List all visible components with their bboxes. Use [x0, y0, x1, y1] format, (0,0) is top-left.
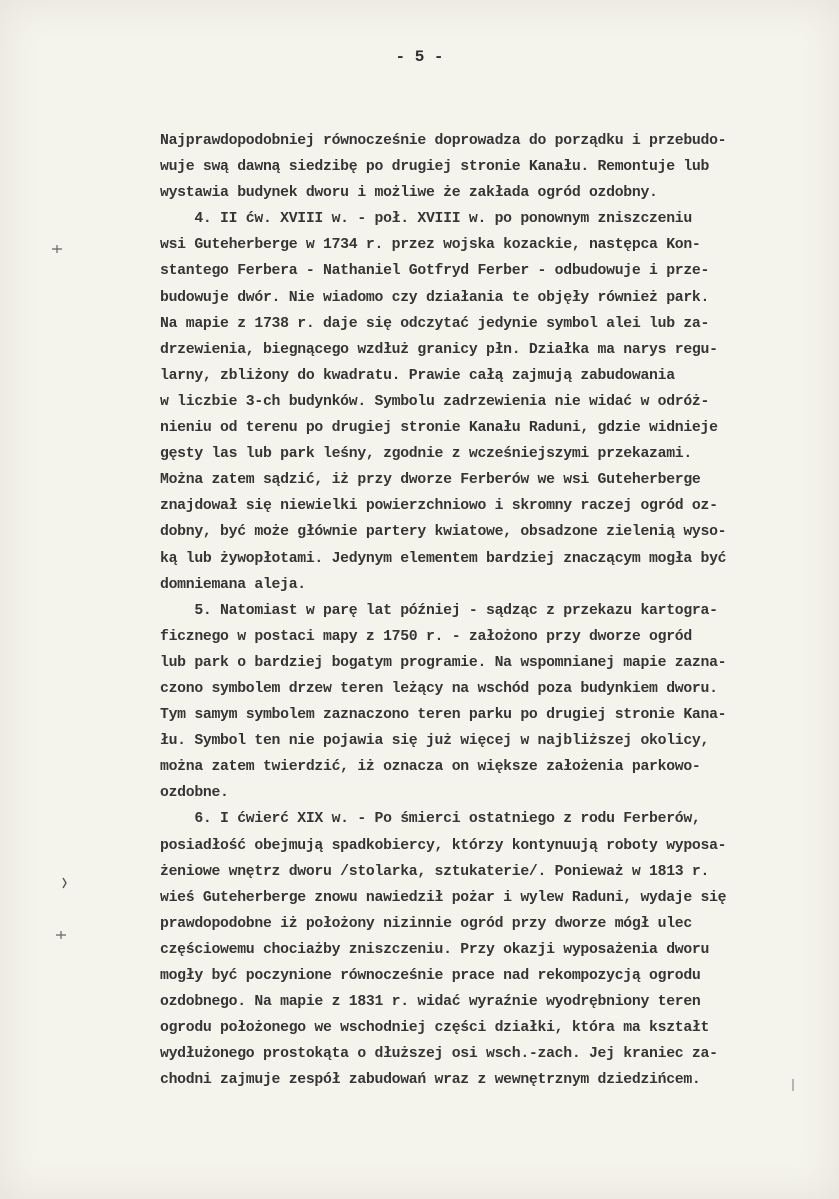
text-line: żeniowe wnętrz dworu /stolarka, sztukaterie/. Ponieważ w 1813 r. [160, 863, 710, 880]
text-line: wydłużonego prostokąta o dłuższej osi wsch.-zach. Jej kraniec za- [160, 1046, 718, 1063]
text-line: 6. I ćwierć XIX w. - Po śmierci ostatniego z rodu Ferberów, [160, 811, 701, 828]
text-line: Na mapie z 1738 r. daje się odczytać jedynie symbol alei lub za- [160, 315, 710, 332]
text-line: wystawia budynek dworu i możliwe że zakłada ogród ozdobny. [160, 185, 658, 202]
text-line: lub park o bardziej bogatym programie. Na wspomnianej mapie zazna- [160, 654, 727, 671]
text-line: Tym samym symbolem zaznaczono teren parku po drugiej stronie Kana- [160, 707, 727, 724]
text-line: wieś Guteherberge znowu nawiedził pożar i wylew Raduni, wydaje się [160, 889, 727, 906]
margin-pencil-mark [54, 928, 68, 942]
text-line: ką lub żywopłotami. Jedynym elementem bardziej znaczącym mogła być [160, 550, 727, 567]
text-line: wuje swą dawną siedzibę po drugiej stronie Kanału. Remontuje lub [160, 159, 710, 176]
text-line: budowuje dwór. Nie wiadomo czy działania te objęły również park. [160, 289, 710, 306]
text-line: dobny, być może głównie partery kwiatowe, obsadzone zielenią wyso- [160, 524, 727, 541]
text-line: 5. Natomiast w parę lat później - sądząc z przekazu kartogra- [160, 602, 718, 619]
text-line: posiadłość obejmują spadkobiercy, którzy kontynuują roboty wyposa- [160, 837, 727, 854]
text-line: drzewienia, biegnącego wzdłuż granicy płn. Działka ma narys regu- [160, 341, 718, 358]
text-line: larny, zbliżony do kwadratu. Prawie całą zajmują zabudowania [160, 367, 675, 384]
text-line: można zatem twierdzić, iż oznacza on większe założenia parkowo- [160, 759, 701, 776]
text-line: domniemana aleja. [160, 576, 306, 593]
margin-pencil-mark [50, 242, 64, 256]
text-line: łu. Symbol ten nie pojawia się już więcej w najbliższej okolicy, [160, 733, 710, 750]
text-line: Można zatem sądzić, iż przy dworze Ferberów we wsi Guteherberge [160, 472, 701, 489]
page-number: - 5 - [395, 48, 444, 66]
text-line: mogły być poczynione równocześnie prace nad rekompozycją ogrodu [160, 968, 701, 984]
text-line: częściowemu chociażby zniszczeniu. Przy okazji wyposażenia dworu [160, 941, 710, 958]
text-line: ogrodu położonego we wschodniej części działki, która ma kształt [160, 1020, 710, 1037]
text-line: ozdobnego. Na mapie z 1831 r. widać wyraźnie wyodrębniony teren [160, 994, 701, 1011]
text-line: prawdopodobne iż położony nizinnie ogród przy dworze mógł ulec [160, 915, 692, 932]
text-line: chodni zajmuje zespół zabudowań wraz z wewnętrznym dziedzińcem. [160, 1072, 701, 1089]
text-line: znajdował się niewielki powierzchniowo i skromny raczej ogród oz- [160, 498, 718, 515]
text-line: wsi Guteherberge w 1734 r. przez wojska kozackie, następca Kon- [160, 237, 701, 254]
text-line: czono symbolem drzew teren leżący na wschód poza budynkiem dworu. [160, 680, 718, 697]
text-line: w liczbie 3-ch budynków. Symbolu zadrzewienia nie widać w odróż- [160, 393, 710, 410]
text-line: ficznego w postaci mapy z 1750 r. - założono przy dworze ogród [160, 628, 692, 645]
margin-pencil-mark [790, 1078, 796, 1092]
body-text [160, 128, 810, 1093]
text-line: gęsty las lub park leśny, zgodnie z wcześniejszymi przekazami. [160, 446, 692, 463]
margin-pencil-mark [60, 876, 70, 890]
text-line: stantego Ferbera - Nathaniel Gotfryd Ferber - odbudowuje i prze- [160, 263, 710, 280]
text-line: 4. II ćw. XVIII w. - poł. XVIII w. po ponownym zniszczeniu [160, 211, 692, 228]
text-line: ozdobne. [160, 785, 229, 802]
text-line: Najprawdopodobniej równocześnie doprowadza do porządku i przebudo- [160, 133, 727, 149]
text-line: nieniu od terenu po drugiej stronie Kanału Raduni, gdzie widnieje [160, 420, 718, 437]
